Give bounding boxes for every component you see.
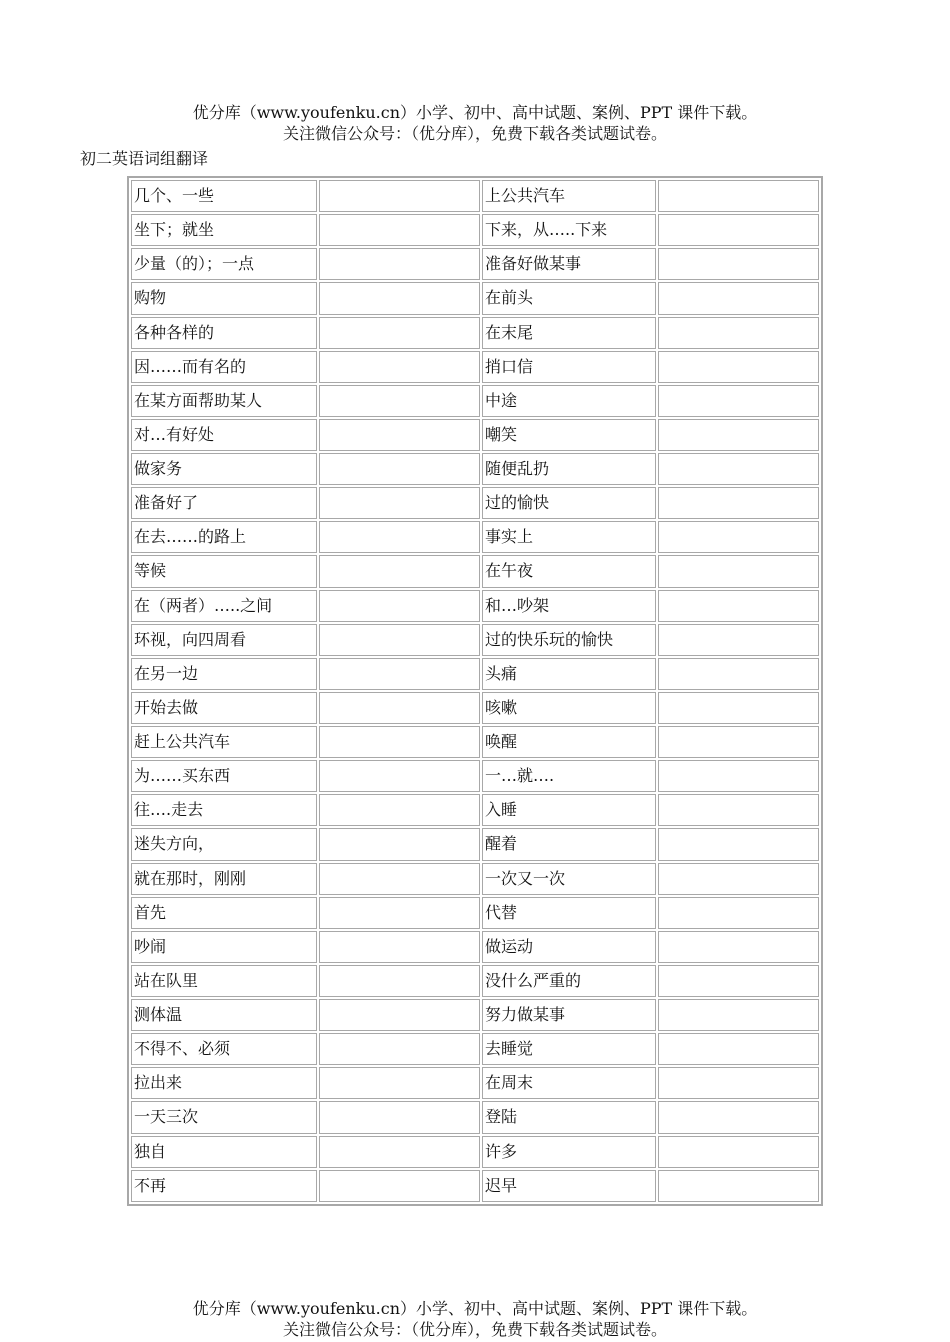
answer-blank-left [319, 180, 480, 212]
answer-blank-right [658, 248, 819, 280]
answer-blank-left [319, 863, 480, 895]
answer-blank-left [319, 1101, 480, 1133]
answer-blank-right [658, 760, 819, 792]
chinese-phrase-left: 拉出来 [131, 1067, 317, 1099]
chinese-phrase-left: 在（两者）…..之间 [131, 590, 317, 622]
table-row [131, 863, 819, 895]
answer-blank-right [658, 385, 819, 417]
chinese-phrase-right: 下来，从…..下来 [482, 214, 656, 246]
answer-blank-right [658, 351, 819, 383]
footer-line-1: 优分库（www.youfenku.cn）小学、初中、高中试题、案例、PPT 课件下载。 [192, 1299, 758, 1318]
table-row [131, 760, 819, 792]
table-row [131, 726, 819, 758]
chinese-phrase-right: 在午夜 [482, 555, 656, 587]
answer-blank-right [658, 487, 819, 519]
chinese-phrase-left: 站在队里 [131, 965, 317, 997]
footer-line-2: 关注微信公众号：（优分库），免费下载各类试题试卷。 [282, 1320, 667, 1339]
answer-blank-right [658, 658, 819, 690]
answer-blank-left [319, 1067, 480, 1099]
answer-blank-left [319, 453, 480, 485]
table-row [131, 282, 819, 314]
chinese-phrase-right: 许多 [482, 1136, 656, 1168]
chinese-phrase-left: 不再 [131, 1170, 317, 1202]
table-row [131, 692, 819, 724]
chinese-phrase-left: 就在那时，刚刚 [131, 863, 317, 895]
chinese-phrase-left: 赶上公共汽车 [131, 726, 317, 758]
table-row [131, 828, 819, 860]
table-row [131, 214, 819, 246]
answer-blank-right [658, 624, 819, 656]
header-line-1: 优分库（www.youfenku.cn）小学、初中、高中试题、案例、PPT 课件下载。 [192, 103, 758, 122]
chinese-phrase-right: 一…就…. [482, 760, 656, 792]
chinese-phrase-left: 迷失方向， [131, 828, 317, 860]
chinese-phrase-right: 在前头 [482, 282, 656, 314]
chinese-phrase-right: 醒着 [482, 828, 656, 860]
answer-blank-left [319, 897, 480, 929]
header-line-2: 关注微信公众号：（优分库），免费下载各类试题试卷。 [282, 124, 667, 143]
answer-blank-right [658, 1033, 819, 1065]
phrase-table-body [131, 180, 819, 1202]
chinese-phrase-left: 准备好了 [131, 487, 317, 519]
chinese-phrase-right: 中途 [482, 385, 656, 417]
chinese-phrase-left: 环视，向四周看 [131, 624, 317, 656]
answer-blank-right [658, 453, 819, 485]
answer-blank-left [319, 1170, 480, 1202]
chinese-phrase-left: 往….走去 [131, 794, 317, 826]
answer-blank-right [658, 180, 819, 212]
chinese-phrase-left: 首先 [131, 897, 317, 929]
chinese-phrase-right: 和…吵架 [482, 590, 656, 622]
chinese-phrase-right: 入睡 [482, 794, 656, 826]
chinese-phrase-right: 过的愉快 [482, 487, 656, 519]
chinese-phrase-left: 开始去做 [131, 692, 317, 724]
answer-blank-right [658, 794, 819, 826]
answer-blank-right [658, 419, 819, 451]
answer-blank-right [658, 1101, 819, 1133]
table-row [131, 555, 819, 587]
chinese-phrase-right: 上公共汽车 [482, 180, 656, 212]
chinese-phrase-right: 登陆 [482, 1101, 656, 1133]
chinese-phrase-left: 对…有好处 [131, 419, 317, 451]
answer-blank-right [658, 1136, 819, 1168]
chinese-phrase-left: 各种各样的 [131, 317, 317, 349]
answer-blank-left [319, 590, 480, 622]
chinese-phrase-left: 在某方面帮助某人 [131, 385, 317, 417]
answer-blank-left [319, 351, 480, 383]
table-row [131, 317, 819, 349]
answer-blank-left [319, 419, 480, 451]
chinese-phrase-left: 一天三次 [131, 1101, 317, 1133]
table-row [131, 1101, 819, 1133]
answer-blank-right [658, 1067, 819, 1099]
table-row [131, 897, 819, 929]
answer-blank-right [658, 282, 819, 314]
answer-blank-right [658, 521, 819, 553]
table-row [131, 1170, 819, 1202]
chinese-phrase-left: 独自 [131, 1136, 317, 1168]
table-row [131, 794, 819, 826]
answer-blank-left [319, 487, 480, 519]
table-row [131, 590, 819, 622]
answer-blank-right [658, 555, 819, 587]
chinese-phrase-right: 做运动 [482, 931, 656, 963]
table-row [131, 1136, 819, 1168]
chinese-phrase-right: 去睡觉 [482, 1033, 656, 1065]
table-row [131, 1067, 819, 1099]
chinese-phrase-left: 少量（的）；一点 [131, 248, 317, 280]
answer-blank-right [658, 692, 819, 724]
answer-blank-right [658, 590, 819, 622]
table-row [131, 999, 819, 1031]
answer-blank-left [319, 828, 480, 860]
chinese-phrase-right: 代替 [482, 897, 656, 929]
answer-blank-left [319, 931, 480, 963]
chinese-phrase-left: 为……买东西 [131, 760, 317, 792]
answer-blank-left [319, 760, 480, 792]
table-row [131, 931, 819, 963]
table-row [131, 1033, 819, 1065]
answer-blank-right [658, 931, 819, 963]
chinese-phrase-left: 坐下；就坐 [131, 214, 317, 246]
chinese-phrase-right: 努力做某事 [482, 999, 656, 1031]
answer-blank-right [658, 317, 819, 349]
chinese-phrase-right: 在周末 [482, 1067, 656, 1099]
chinese-phrase-left: 做家务 [131, 453, 317, 485]
table-row [131, 385, 819, 417]
table-row [131, 180, 819, 212]
answer-blank-left [319, 624, 480, 656]
table-row [131, 351, 819, 383]
answer-blank-right [658, 214, 819, 246]
chinese-phrase-right: 过的快乐玩的愉快 [482, 624, 656, 656]
answer-blank-left [319, 794, 480, 826]
chinese-phrase-right: 嘲笑 [482, 419, 656, 451]
chinese-phrase-left: 等候 [131, 555, 317, 587]
answer-blank-left [319, 385, 480, 417]
table-row [131, 521, 819, 553]
answer-blank-left [319, 317, 480, 349]
chinese-phrase-right: 在末尾 [482, 317, 656, 349]
answer-blank-left [319, 282, 480, 314]
table-row [131, 419, 819, 451]
answer-blank-left [319, 965, 480, 997]
table-row [131, 658, 819, 690]
answer-blank-left [319, 1136, 480, 1168]
answer-blank-right [658, 897, 819, 929]
chinese-phrase-left: 因……而有名的 [131, 351, 317, 383]
answer-blank-left [319, 692, 480, 724]
answer-blank-left [319, 521, 480, 553]
table-row [131, 487, 819, 519]
chinese-phrase-left: 购物 [131, 282, 317, 314]
table-row [131, 624, 819, 656]
answer-blank-left [319, 248, 480, 280]
chinese-phrase-right: 没什么严重的 [482, 965, 656, 997]
header-banner [0, 102, 950, 144]
table-row [131, 453, 819, 485]
chinese-phrase-right: 准备好做某事 [482, 248, 656, 280]
answer-blank-left [319, 658, 480, 690]
table-row [131, 248, 819, 280]
chinese-phrase-right: 迟早 [482, 1170, 656, 1202]
answer-blank-right [658, 828, 819, 860]
chinese-phrase-left: 吵闹 [131, 931, 317, 963]
chinese-phrase-right: 随便乱扔 [482, 453, 656, 485]
chinese-phrase-right: 头痛 [482, 658, 656, 690]
table-row [131, 965, 819, 997]
chinese-phrase-right: 事实上 [482, 521, 656, 553]
chinese-phrase-right: 捎口信 [482, 351, 656, 383]
answer-blank-right [658, 1170, 819, 1202]
chinese-phrase-left: 在另一边 [131, 658, 317, 690]
answer-blank-right [658, 863, 819, 895]
chinese-phrase-right: 唤醒 [482, 726, 656, 758]
chinese-phrase-right: 咳嗽 [482, 692, 656, 724]
chinese-phrase-left: 测体温 [131, 999, 317, 1031]
phrase-translation-table [127, 176, 823, 1206]
document-title: 初二英语词组翻译 [80, 149, 209, 168]
chinese-phrase-left: 不得不、必须 [131, 1033, 317, 1065]
answer-blank-left [319, 214, 480, 246]
chinese-phrase-left: 几个、一些 [131, 180, 317, 212]
answer-blank-left [319, 726, 480, 758]
answer-blank-left [319, 1033, 480, 1065]
answer-blank-left [319, 555, 480, 587]
chinese-phrase-right: 一次又一次 [482, 863, 656, 895]
answer-blank-right [658, 999, 819, 1031]
footer-banner [0, 1298, 950, 1340]
chinese-phrase-left: 在去……的路上 [131, 521, 317, 553]
answer-blank-right [658, 965, 819, 997]
answer-blank-right [658, 726, 819, 758]
answer-blank-left [319, 999, 480, 1031]
